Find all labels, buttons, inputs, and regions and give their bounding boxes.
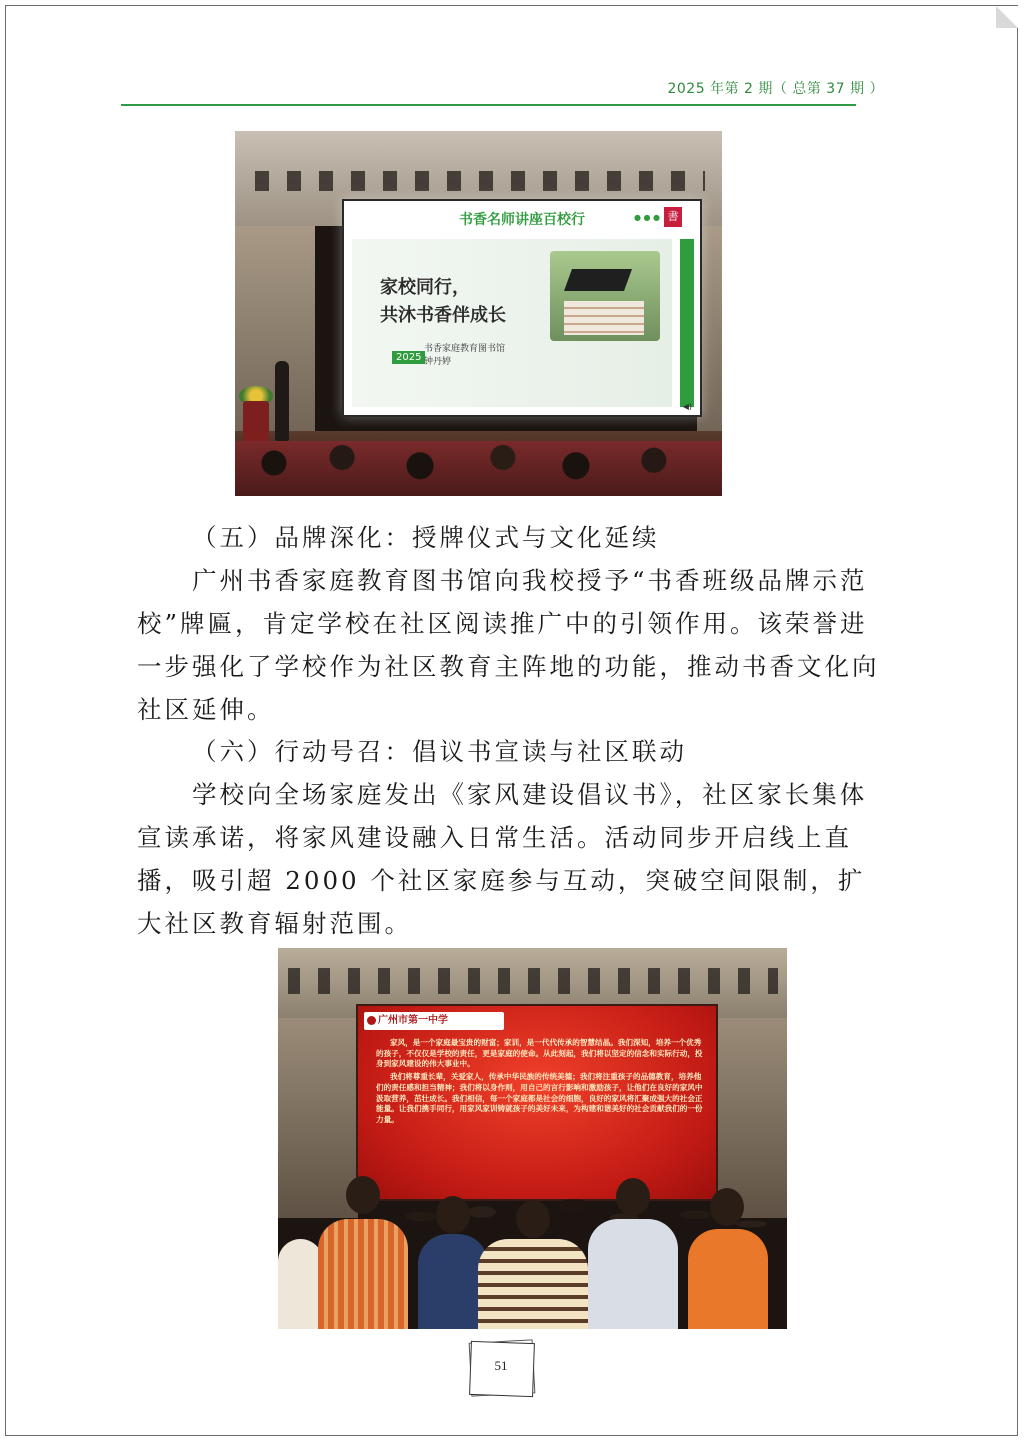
- stage-lights: [288, 968, 778, 994]
- attendee: [318, 1219, 408, 1329]
- screen-title: 书香名师讲座百校行: [459, 212, 585, 228]
- speaker-figure: [275, 361, 289, 441]
- section-paragraph-5: [137, 559, 887, 731]
- attendee-head: [710, 1188, 744, 1226]
- section-heading-text: （五）品牌深化：授牌仪式与文化延续: [192, 523, 660, 552]
- pledge-paragraph-1: 家风，是一个家庭最宝贵的财富；家训，是一代代传承的智慧结晶。我们深知，培养一个优秀的孩子，不仅仅是学校的责任，更是家庭的使命。从此刻起，我们将以坚定的信念和实际行动，投身到家风建设的伟大事业中。: [376, 1038, 703, 1069]
- attendee-head: [616, 1178, 650, 1216]
- led-screen: [356, 1004, 718, 1201]
- attendee: [478, 1239, 588, 1329]
- pledge-text: [376, 1038, 706, 1128]
- page-corner: [996, 6, 1018, 28]
- section-heading-5: [137, 516, 887, 559]
- header-rule: [121, 104, 856, 106]
- paragraph-text: 广州书香家庭教育图书馆向我校授予“书香班级品牌示范校”牌匾，肯定学校在社区阅读推广中的引领作用。该荣誉进一步强化了学校作为社区教育主阵地的功能，推动书香文化向社区延伸。: [137, 566, 880, 724]
- graduation-books-image: [550, 251, 660, 341]
- page-number-box: [466, 1338, 536, 1398]
- projection-screen: [342, 199, 702, 417]
- screen-headline-line2: 共沐书香伴成长: [380, 305, 506, 326]
- school-name-bar: 广州市第一中学: [364, 1012, 504, 1030]
- attendee: [278, 1239, 323, 1329]
- books-icon: [564, 301, 644, 335]
- attendee-head: [516, 1200, 550, 1238]
- logo-badge: 書: [664, 207, 682, 227]
- year-tag: 2025: [392, 351, 425, 364]
- section-heading-text: （六）行动号召：倡议书宣读与社区联动: [192, 737, 687, 766]
- speaker-volume-icon: ◀): [682, 402, 692, 411]
- attendee: [688, 1229, 768, 1329]
- stage-lights: [255, 171, 705, 191]
- graduation-cap-icon: [564, 269, 632, 291]
- pledge-photo: [278, 948, 787, 1329]
- speaker-name: 钟丹婷: [424, 357, 452, 367]
- attendee-head: [436, 1196, 470, 1234]
- page-number: 51: [494, 1358, 508, 1373]
- organization-name: 书香家庭教育图书馆: [424, 344, 506, 354]
- section-paragraph-6: [137, 773, 887, 945]
- audience: [235, 441, 722, 496]
- section-heading-6: [137, 730, 887, 773]
- attendee-head: [346, 1176, 380, 1214]
- paragraph-text: 学校向全场家庭发出《家风建设倡议书》，社区家长集体宣读承诺，将家风建设融入日常生活。活动同步开启线上直播，吸引超 2000 个社区家庭参与互动，突破空间限制，扩大社区教育辐射范围。: [137, 780, 868, 938]
- dots-icon: ● ● ●: [633, 213, 660, 222]
- lecture-photo: [235, 131, 722, 496]
- pledge-paragraph-2: 我们将尊重长辈，关爱家人，传承中华民族的传统美德；我们将注重孩子的品德教育，培养他们的责任感和担当精神；我们将以身作则，用自己的言行影响和激励孩子，让他们在良好的家风中汲取营养，茁壮成长。我们相信，每一个家庭都是社会的细胞，良好的家风将汇聚成强大的社会正能量。让我们携手同行，用家风家训铸就孩子的美好未来，为构建和谐美好的社会贡献我们的一份力量。: [376, 1072, 703, 1124]
- screen-headline-line1: 家校同行，: [380, 277, 470, 298]
- attendee: [588, 1219, 678, 1329]
- issue-header: 2025 年第 2 期（ 总第 37 期 ）: [667, 81, 884, 97]
- green-side-bar: [680, 239, 694, 407]
